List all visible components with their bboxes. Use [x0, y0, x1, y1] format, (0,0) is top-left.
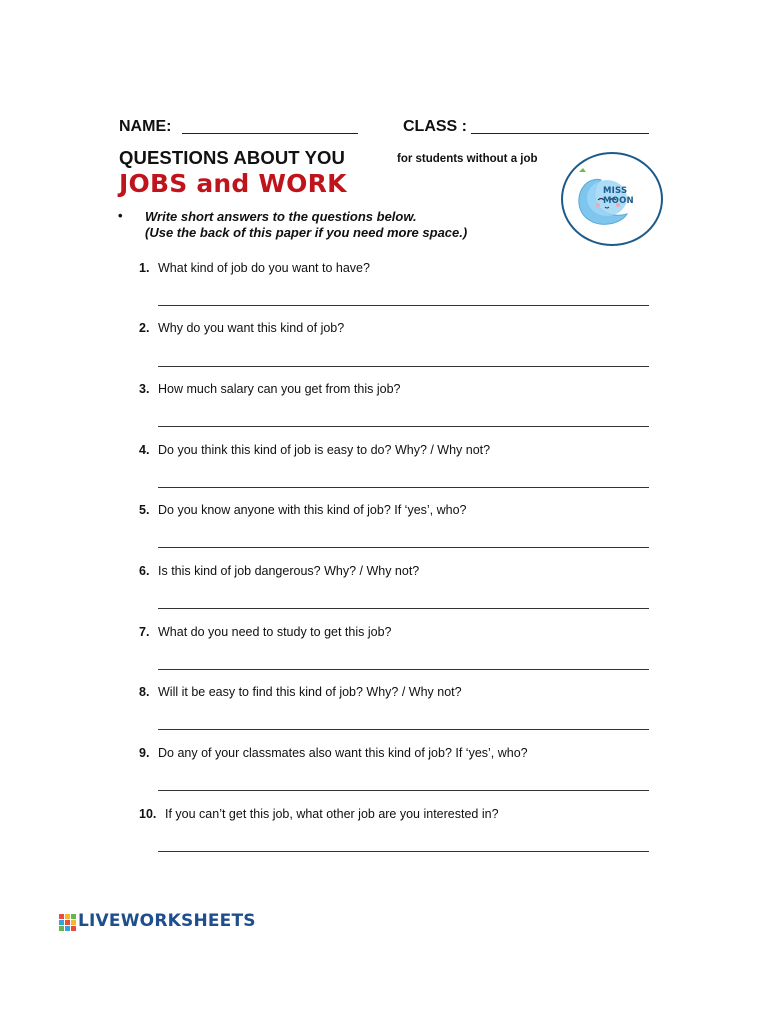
question-number: 6.	[139, 564, 150, 578]
class-field[interactable]	[471, 133, 649, 134]
question-number: 1.	[139, 261, 150, 275]
question-text: Do you think this kind of job is easy to do? Why? / Why not?	[158, 443, 491, 457]
question-text: What kind of job do you want to have?	[158, 261, 370, 275]
question-text: What do you need to study to get this job?	[158, 625, 392, 639]
question-number: 5.	[139, 503, 150, 517]
question-number: 4.	[139, 443, 150, 457]
class-label: CLASS :	[403, 118, 467, 135]
question-text: How much salary can you get from this job?	[158, 382, 401, 396]
question-number: 8.	[139, 685, 150, 699]
instruction-line-2: (Use the back of this paper if you need more space.)	[145, 225, 468, 240]
answer-line[interactable]	[158, 851, 649, 852]
question-text: Is this kind of job dangerous? Why? / Why not?	[158, 564, 420, 578]
question-text: Do any of your classmates also want this kind of job? If ‘yes’, who?	[158, 746, 528, 760]
answer-line[interactable]	[158, 426, 649, 427]
instruction-bullet: •	[118, 208, 123, 223]
question-text: Do you know anyone with this kind of job? If ‘yes’, who?	[158, 503, 467, 517]
instruction-line-1: Write short answers to the questions below.	[145, 209, 417, 224]
question-text: If you can’t get this job, what other job are you interested in?	[165, 807, 499, 821]
worksheet-title: QUESTIONS ABOUT YOU	[119, 147, 345, 168]
question-number: 10.	[139, 807, 157, 821]
name-field[interactable]	[182, 133, 358, 134]
question-number: 7.	[139, 625, 150, 639]
answer-line[interactable]	[158, 487, 649, 488]
question-number: 3.	[139, 382, 150, 396]
answer-line[interactable]	[158, 547, 649, 548]
answer-line[interactable]	[158, 790, 649, 791]
answer-line[interactable]	[158, 669, 649, 670]
name-label: NAME:	[119, 118, 172, 135]
miss-moon-logo	[561, 152, 663, 246]
question-text: Will it be easy to find this kind of job? Why? / Why not?	[158, 685, 462, 699]
topic-title: JOBS and WORK	[119, 169, 347, 198]
liveworksheets-brand[interactable]: LIVEWORKSHEETS	[78, 911, 256, 931]
answer-line[interactable]	[158, 366, 649, 367]
question-text: Why do you want this kind of job?	[158, 321, 345, 335]
liveworksheets-logo-icon	[59, 914, 76, 931]
question-number: 2.	[139, 321, 150, 335]
answer-line[interactable]	[158, 305, 649, 306]
answer-line[interactable]	[158, 729, 649, 730]
worksheet-subtitle: for students without a job	[397, 153, 538, 165]
logo-text: MISS MOON	[603, 186, 634, 206]
answer-line[interactable]	[158, 608, 649, 609]
question-number: 9.	[139, 746, 150, 760]
